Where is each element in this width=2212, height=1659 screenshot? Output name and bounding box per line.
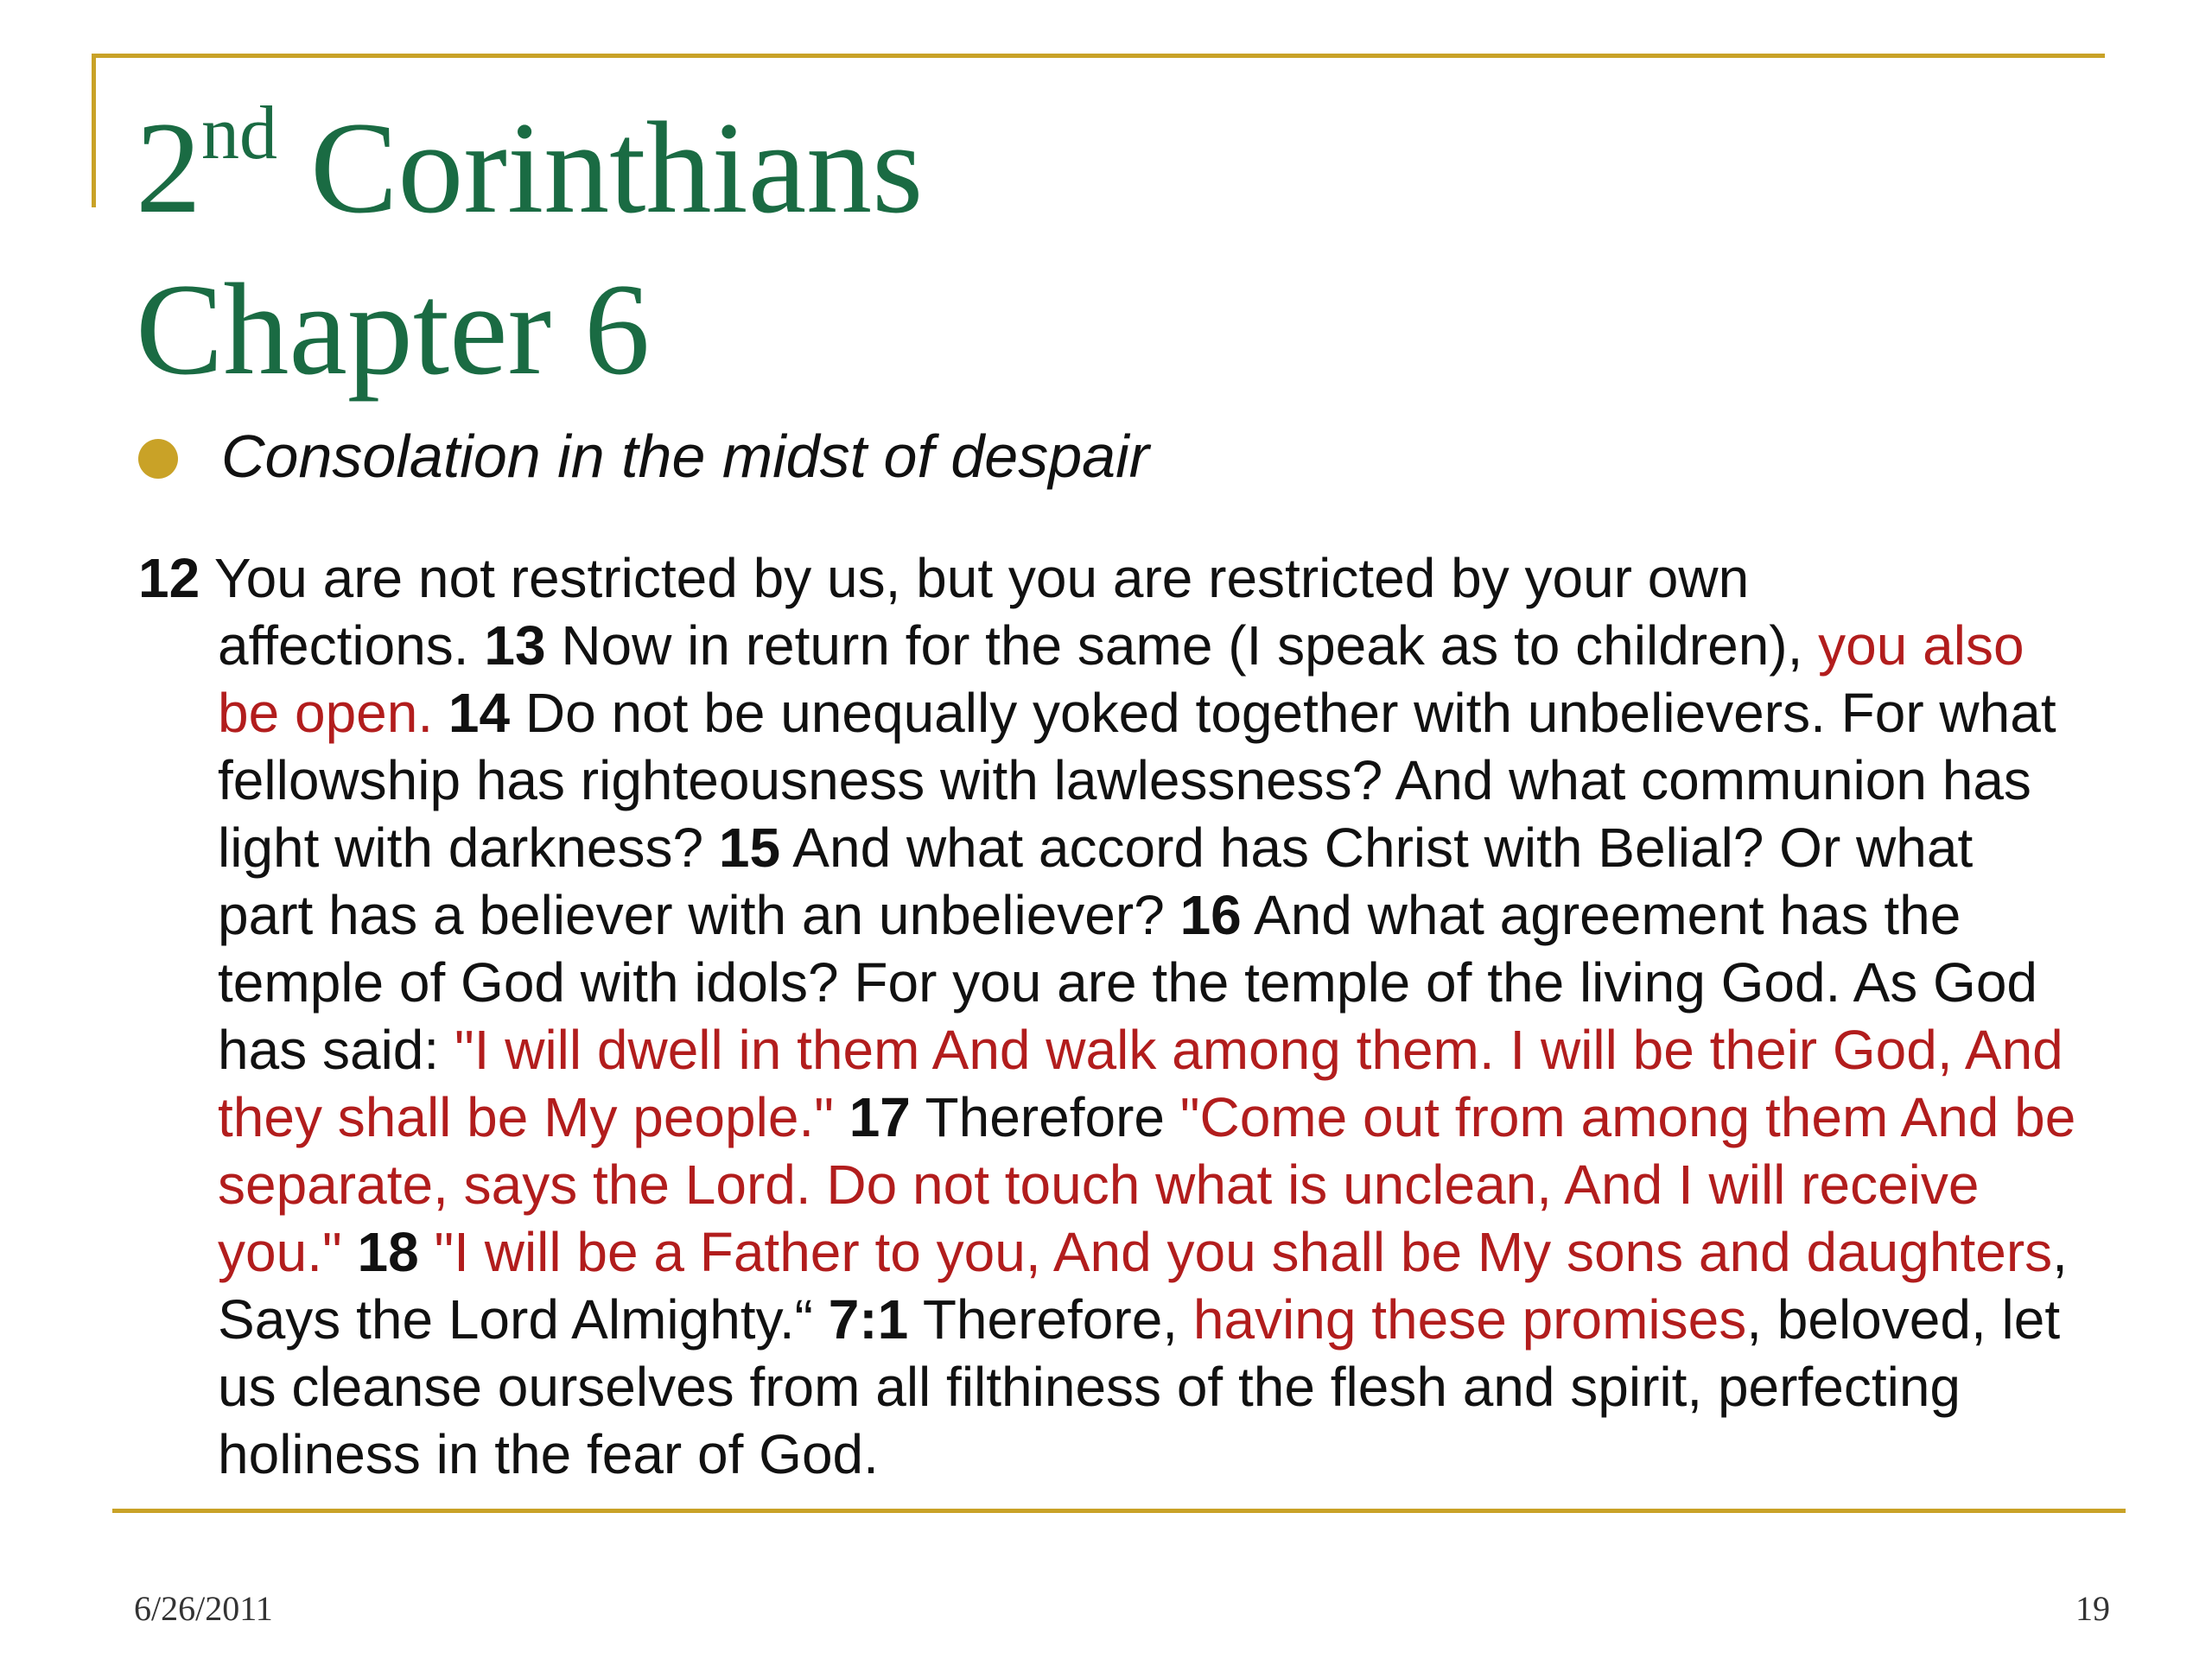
passage-line [138, 1421, 2126, 1488]
verse-number: 14 [448, 682, 511, 744]
verse-number: 13 [484, 614, 546, 677]
red-letter-text: you." [218, 1221, 342, 1283]
bullet-text: Consolation in the midst of despair [221, 423, 1149, 490]
passage-line [138, 679, 2126, 747]
passage-text: fellowship has righteousness with lawlessness? And what communion has [218, 749, 2031, 811]
passage-line [138, 747, 2126, 814]
passage-text [433, 682, 448, 744]
passage-line [138, 1016, 2126, 1084]
passage-text: Says the Lord Almighty.“ [218, 1288, 829, 1351]
passage-text: temple of God with idols? For you are the temple of the living God. As God [218, 951, 2037, 1014]
top-border-line [92, 54, 2105, 58]
passage-text: Therefore [910, 1086, 1180, 1148]
passage-text: You are not restricted by us, but you are restricted by your own [200, 547, 1750, 609]
title-book: Corinthians [310, 95, 924, 240]
passage-text: affections. [218, 614, 485, 677]
passage-text: part has a believer with an unbeliever? [218, 884, 1180, 946]
passage-text: Do not be unequally yoked together with unbelievers. For what [510, 682, 2056, 744]
passage-line [138, 814, 2126, 881]
red-letter-text: "I will dwell in them And walk among them. I will be their God, And [454, 1019, 2063, 1081]
verse-number: 15 [718, 817, 781, 879]
passage-line [138, 1286, 2126, 1353]
passage-text: , beloved, let [1746, 1288, 2061, 1351]
verse-number: 7:1 [828, 1288, 909, 1351]
passage-line [138, 1218, 2126, 1286]
red-letter-text: they shall be My people." [218, 1086, 834, 1148]
passage-line [138, 949, 2126, 1016]
red-letter-text: you also [1818, 614, 2024, 677]
passage-text [834, 1086, 849, 1148]
passage-text [419, 1221, 435, 1283]
red-letter-text: separate, says the Lord. Do not touch what is unclean, And I will receive [218, 1154, 1980, 1216]
title-ordinal-number: 2 [136, 95, 201, 240]
red-letter-text: "Come out from among them And be [1179, 1086, 2076, 1148]
passage-line [138, 1084, 2126, 1151]
passage-text: has said: [218, 1019, 454, 1081]
title-ordinal-suffix: nd [201, 92, 277, 175]
bottom-border-line [112, 1509, 2126, 1513]
scripture-passage [138, 544, 2126, 1488]
passage-text: Now in return for the same (I speak as to children), [545, 614, 1819, 677]
left-border-line [92, 54, 96, 207]
footer-date: 6/26/2011 [134, 1589, 273, 1628]
red-letter-text: be open. [218, 682, 434, 744]
slide-subtitle-chapter: Chapter 6 [136, 257, 651, 402]
red-letter-text: "I will be a Father to you, And you shall be My sons and daughters [434, 1221, 2053, 1283]
red-letter-text: having these promises [1192, 1288, 1747, 1351]
passage-text: Therefore, [908, 1288, 1193, 1351]
footer-page-number: 19 [2075, 1589, 2110, 1628]
passage-text: , [2052, 1221, 2068, 1283]
passage-line [138, 1353, 2126, 1421]
passage-line [138, 881, 2126, 949]
passage-text: And what agreement has the [1241, 884, 1961, 946]
verse-number: 18 [357, 1221, 419, 1283]
passage-line [138, 544, 2126, 612]
passage-line [138, 612, 2126, 679]
verse-number: 17 [849, 1086, 911, 1148]
passage-text: light with darkness? [218, 817, 719, 879]
slide-title [136, 92, 924, 240]
verse-number: 12 [138, 547, 200, 609]
passage-line [138, 1151, 2126, 1218]
verse-number: 16 [1179, 884, 1242, 946]
passage-text [342, 1221, 358, 1283]
passage-text: holiness in the fear of God. [218, 1423, 879, 1485]
passage-text: And what accord has Christ with Belial? Or what [780, 817, 1974, 879]
bullet-dot-icon [138, 439, 178, 479]
passage-text: us cleanse ourselves from all filthiness of the flesh and spirit, perfecting [218, 1356, 1961, 1418]
